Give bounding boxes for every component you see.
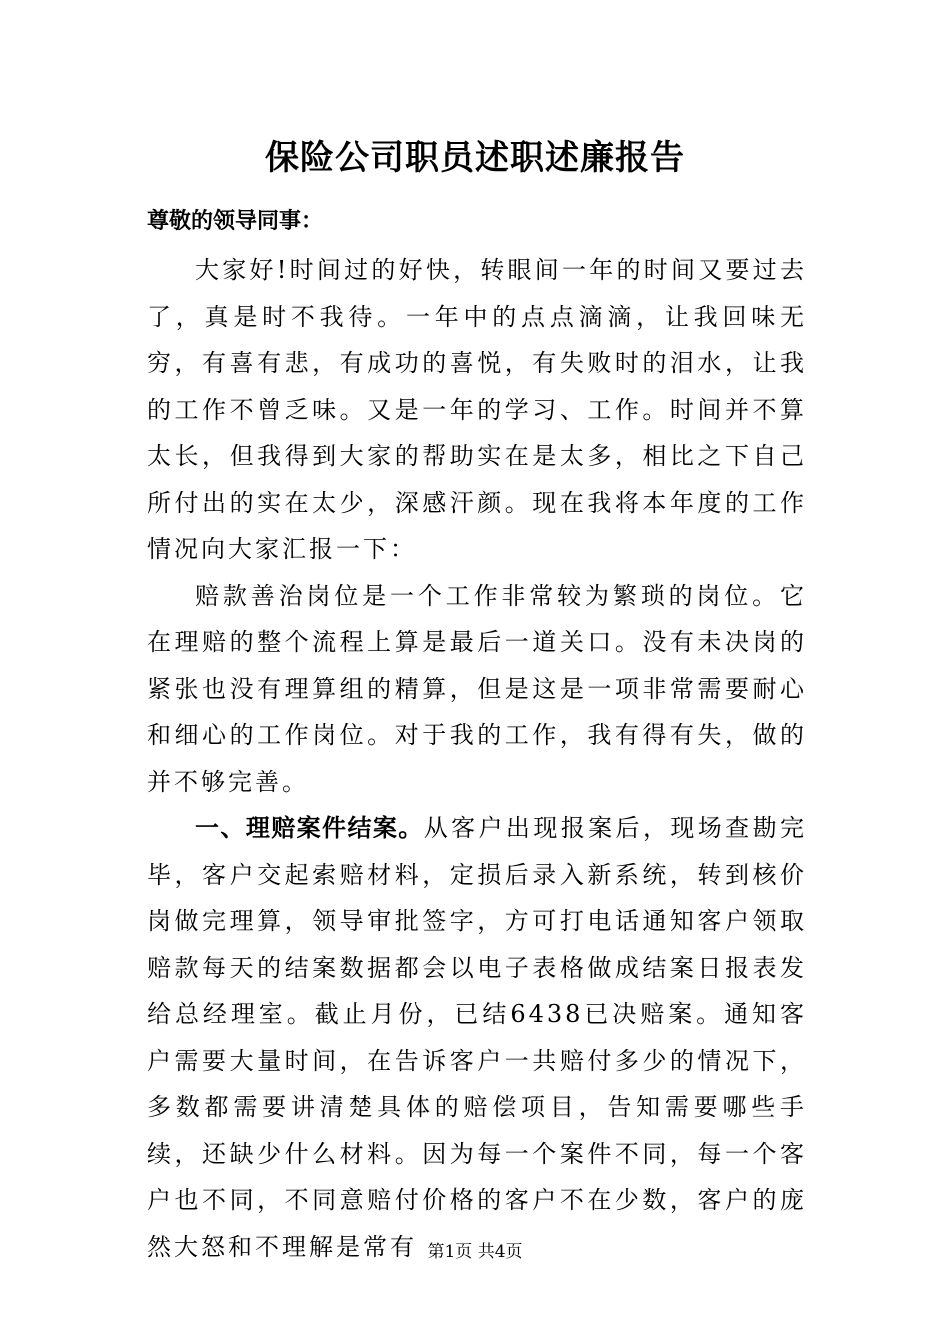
paragraph-lead: 一、理赔案件结案。	[195, 814, 424, 842]
paragraph	[147, 805, 807, 1270]
paragraph-text: 赔款善治岗位是一个工作非常较为繁琐的岗位。它在理赔的整个流程上算是最后一道关口。没有未决岗的紧张也没有理算组的精算，但是这是一项非常需要耐心和细心的工作岗位。对于我的工作，我有得有失，做的并不够完善。	[147, 581, 807, 796]
page-number: 第1页 共4页	[427, 1242, 523, 1262]
document-title: 保险公司职员述职述廉报告	[265, 138, 685, 178]
paragraph	[147, 247, 807, 573]
paragraph-text: 从客户出现报案后，现场查勘完毕，客户交起索赔材料，定损后录入新系统，转到核价岗做完理算，领导审批签字，方可打电话通知客户领取赔款每天的结案数据都会以电子表格做成结案日报表发给总经理室。截止月份，已结6438已决赔案。通知客户需要大量时间，在告诉客户一共赔付多少的情况下，多数都需要讲清楚具体的赔偿项目，告知需要哪些手续，还缺少什么材料。因为每一个案件不同，每一个客户也不同，不同意赔付价格的客户不在少数，客户的庞然大怒和不理解是常有	[147, 814, 808, 1261]
paragraph-text: 大家好!时间过的好快，转眼间一年的时间又要过去了，真是时不我待。一年中的点点滴滴，让我回味无穷，有喜有悲，有成功的喜悦，有失败时的泪水，让我的工作不曾乏味。又是一年的学习、工作。时间并不算太长，但我得到大家的帮助实在是太多，相比之下自己所付出的实在太少，深感汗颜。现在我将本年度的工作情况向大家汇报一下：	[147, 256, 807, 563]
salutation: 尊敬的领导同事：	[147, 209, 324, 234]
paragraph	[147, 573, 807, 806]
document-body	[147, 247, 807, 1270]
